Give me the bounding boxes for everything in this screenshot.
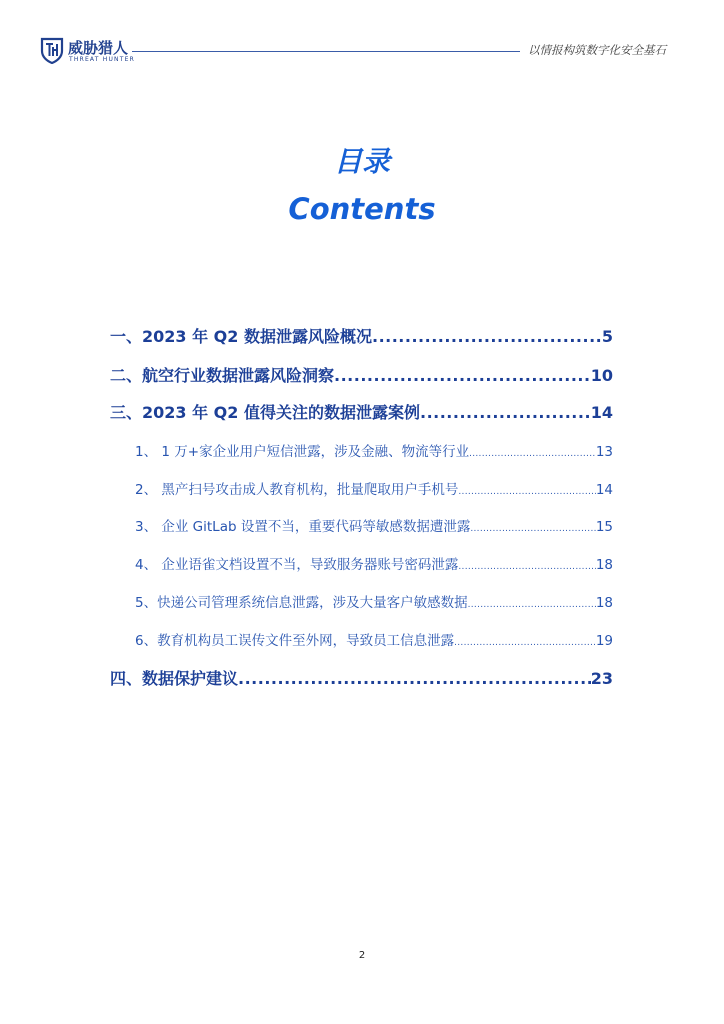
toc-entry-case-3[interactable] <box>135 515 613 535</box>
toc-leader-dots <box>454 638 596 648</box>
toc-page-number: 15 <box>595 519 613 535</box>
toc-entry-section-2[interactable] <box>110 363 613 386</box>
toc-entry-text: 2、 黑产扫号攻击成人教育机构，批量爬取用户手机号 <box>135 482 459 498</box>
toc-leader-dots <box>458 562 595 572</box>
header-slogan: 以情报构筑数字化安全基石 <box>528 43 666 57</box>
toc-entry-case-2[interactable] <box>135 478 613 498</box>
toc-leader-dots <box>334 366 591 385</box>
header-divider <box>132 51 520 52</box>
toc-entry-text: 1、 1 万+家企业用户短信泄露，涉及金融、物流等行业 <box>135 444 470 460</box>
toc-entry-case-4[interactable] <box>135 553 613 573</box>
toc-leader-dots <box>469 449 596 459</box>
toc-entry-text: 三、2023 年 Q2 值得关注的数据泄露案例 <box>110 403 420 422</box>
logo-english-text: THREAT HUNTER <box>69 56 135 63</box>
toc-entry-text: 3、 企业 GitLab 设置不当，重要代码等敏感数据遭泄露 <box>135 519 471 535</box>
toc-entry-case-1[interactable] <box>135 440 613 460</box>
toc-entry-text: 4、 企业语雀文档设置不当，导致服务器账号密码泄露 <box>135 557 459 573</box>
toc-entry-case-5[interactable] <box>135 591 613 611</box>
toc-page-number: 13 <box>595 444 613 460</box>
toc-leader-dots <box>372 327 602 346</box>
toc-entry-section-4[interactable] <box>110 666 613 689</box>
toc-entry-case-6[interactable] <box>135 629 613 649</box>
toc-page-number: 18 <box>595 595 613 611</box>
toc-page-number: 14 <box>590 403 613 422</box>
page-number: 2 <box>358 950 366 961</box>
toc-page-number: 14 <box>595 482 613 498</box>
toc-leader-dots <box>468 600 596 610</box>
shield-logo-icon <box>40 36 64 64</box>
toc-page-number: 10 <box>590 366 613 385</box>
toc-page-number: 19 <box>595 633 613 649</box>
toc-entry-section-3[interactable] <box>110 400 613 423</box>
toc-leader-dots <box>420 403 591 422</box>
toc-title-chinese: 目录 <box>333 145 390 178</box>
logo-chinese-text: 威胁猎人 <box>68 39 129 57</box>
page-header <box>0 0 724 70</box>
toc-entry-text: 6、教育机构员工误传文件至外网，导致员工信息泄露 <box>135 633 455 649</box>
toc-title-english: Contents <box>288 192 436 226</box>
toc-leader-dots <box>470 524 595 534</box>
toc-leader-dots <box>458 487 595 497</box>
toc-leader-dots <box>238 669 591 688</box>
toc-page-number: 5 <box>601 327 613 346</box>
toc-entry-text: 四、数据保护建议 <box>110 669 239 688</box>
toc-page-number: 23 <box>590 669 613 688</box>
toc-entry-section-1[interactable] <box>110 324 613 347</box>
toc-entry-text: 二、航空行业数据泄露风险洞察 <box>110 366 335 385</box>
threat-hunter-logo <box>40 36 140 66</box>
toc-page-number: 18 <box>595 557 613 573</box>
toc-entry-text: 一、2023 年 Q2 数据泄露风险概况 <box>110 327 372 346</box>
toc-entry-text: 5、快递公司管理系统信息泄露，涉及大量客户敏感数据 <box>135 595 468 611</box>
